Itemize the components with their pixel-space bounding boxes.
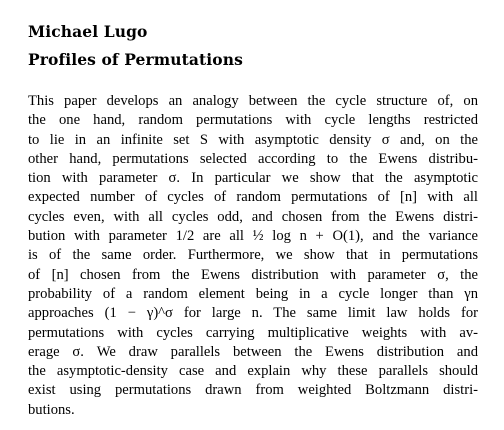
abstract-line: of [n] chosen from the Ewens distribution with parameter σ, the: [28, 266, 478, 283]
abstract-line: the asymptotic-density case and explain why these parallels should: [28, 363, 478, 380]
abstract-line: This paper develops an analogy between the cycle structure of, on: [28, 93, 478, 109]
abstract-line: erage σ. We draw parallels between the Ewens distribution and: [28, 343, 478, 360]
abstract-line: butions.: [28, 401, 75, 418]
abstract-line: cycles even, with all cycles odd, and chosen from the Ewens distri-: [28, 208, 478, 225]
abstract-line: is of the same order. Furthermore, we show that in permutations: [28, 247, 478, 264]
abstract-line: approaches (1 − γ)^σ for large n. The same limit law holds for: [28, 305, 478, 322]
abstract-line: exist using permutations drawn from weighted Boltzmann distri-: [28, 382, 478, 399]
abstract-line: the one hand, random permutations with cycle lengths restricted: [28, 112, 478, 129]
abstract-line: other hand, permutations selected according to the Ewens distribu-: [28, 150, 478, 167]
abstract-line: to lie in an infinite set S with asymptotic density σ and, on the: [28, 131, 478, 148]
abstract-line: expected number of cycles of random permutations of [n] with all: [28, 189, 478, 206]
author-name: Michael Lugo: [28, 22, 148, 41]
paper-title: Profiles of Permutations: [28, 50, 243, 69]
abstract: [28, 92, 478, 420]
abstract-line: bution with parameter 1/2 are all ½ log n + O(1), and the variance: [28, 228, 478, 245]
abstract-line: probability of a random element being in a cycle longer than γn: [28, 285, 478, 302]
abstract-line: tion with parameter σ. In particular we show that the asymptotic: [28, 170, 478, 187]
abstract-line: permutations with cycles carrying multiplicative weights with av-: [28, 324, 478, 341]
